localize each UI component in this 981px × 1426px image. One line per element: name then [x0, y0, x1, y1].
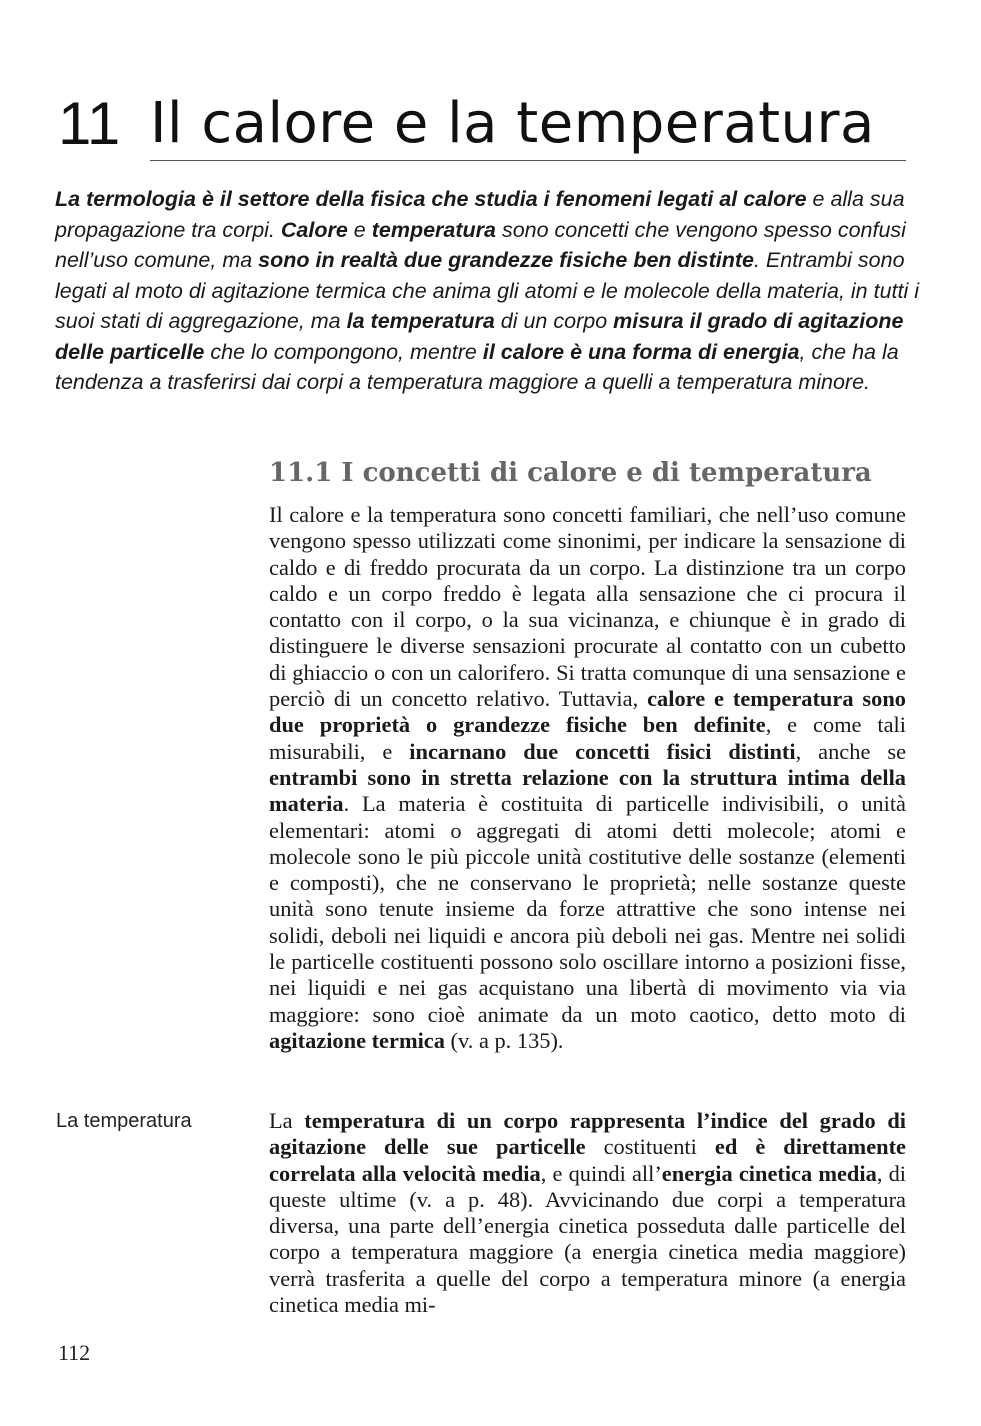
chapter-title: Il calore e la temperatura — [150, 88, 906, 161]
page-number: 112 — [58, 1340, 91, 1365]
chapter-header — [58, 88, 906, 160]
body-paragraph-1: Il calore e la temperatura sono concetti familiari, che nell’uso comune vengono spesso utilizzati come sinonimi, per indicare la sensazione di caldo e di freddo procurata da un corpo. La distinzione tra un corpo caldo e un corpo freddo è legata alla sensazione che ci procura il contatto con il corpo, o la sua vicinanza, e chiunque è in grado di distinguere le diverse sensazioni procurate al contatto con un cubetto di ghiaccio o con un calorifero. Si tratta comunque di una sensazione e perciò di un concetto relativo. Tuttavia, calore e temperatura sono due proprietà o grandezze fisiche ben definite, e come tali misurabili, e incarnano due concetti fisici distinti, anche se entrambi sono in stretta relazione con la struttura intima della materia. La materia è costituita di particelle indivisibili, o unità elementari: atomi o aggregati di atomi detti molecole; atomi e molecole sono le più piccole unità costitutive delle sostanze (elementi e composti), che ne conservano le proprietà; nelle sostanze queste unità sono tenute insieme da forze attrattive che sono intense nei solidi, deboli nei liquidi e ancora più deboli nei gas. Mentre nei solidi le particelle costituenti possono solo oscillare intorno a posizioni fisse, nei liquidi e nei gas acquistano una libertà di movimento via via maggiore: sono cioè animate da un moto caotico, detto moto di agitazione termica (v. a p. 135). — [269, 502, 907, 1053]
chapter-number: 11 — [58, 90, 121, 157]
section-title: 11.1 I concetti di calore e di temperatura — [269, 458, 872, 488]
chapter-intro: La termologia è il settore della fisica che studia i fenomeni legati al calore e alla sua propagazione tra corpi. Calore e temperatura sono concetti che vengono spesso confusi nell’uso comune, ma sono in realtà due grandezze fisiche ben distinte. Entrambi sono legati al moto di agitazione termica che anima gli atomi e le molecole della materia, in tutti i suoi stati di aggregazione, ma la temperatura di un corpo misura il grado di agitazione delle particelle che lo compongono, mentre il calore è una forma di energia, che ha la tendenza a trasferirsi dai corpi a temperatura maggiore a quelli a temperatura minore. — [55, 187, 920, 394]
margin-note: La temperatura — [56, 1110, 192, 1132]
body-paragraph-2: La temperatura di un corpo rappresenta l’indice del grado di agitazione delle sue particelle costituenti ed è direttamente correlata alla velocità media, e quindi all’energia cinetica media, di queste ultime (v. a p. 48). Avvicinando due corpi a temperatura diversa, una parte dell’energia cinetica posseduta dalle particelle del corpo a temperatura maggiore (a energia cinetica media maggiore) verrà trasferita a quelle del corpo a temperatura minore (a energia cinetica media mi- — [269, 1108, 906, 1318]
intro-bold: La termologia è il settore della fisica che studia i fenomeni legati al calore — [55, 187, 807, 211]
